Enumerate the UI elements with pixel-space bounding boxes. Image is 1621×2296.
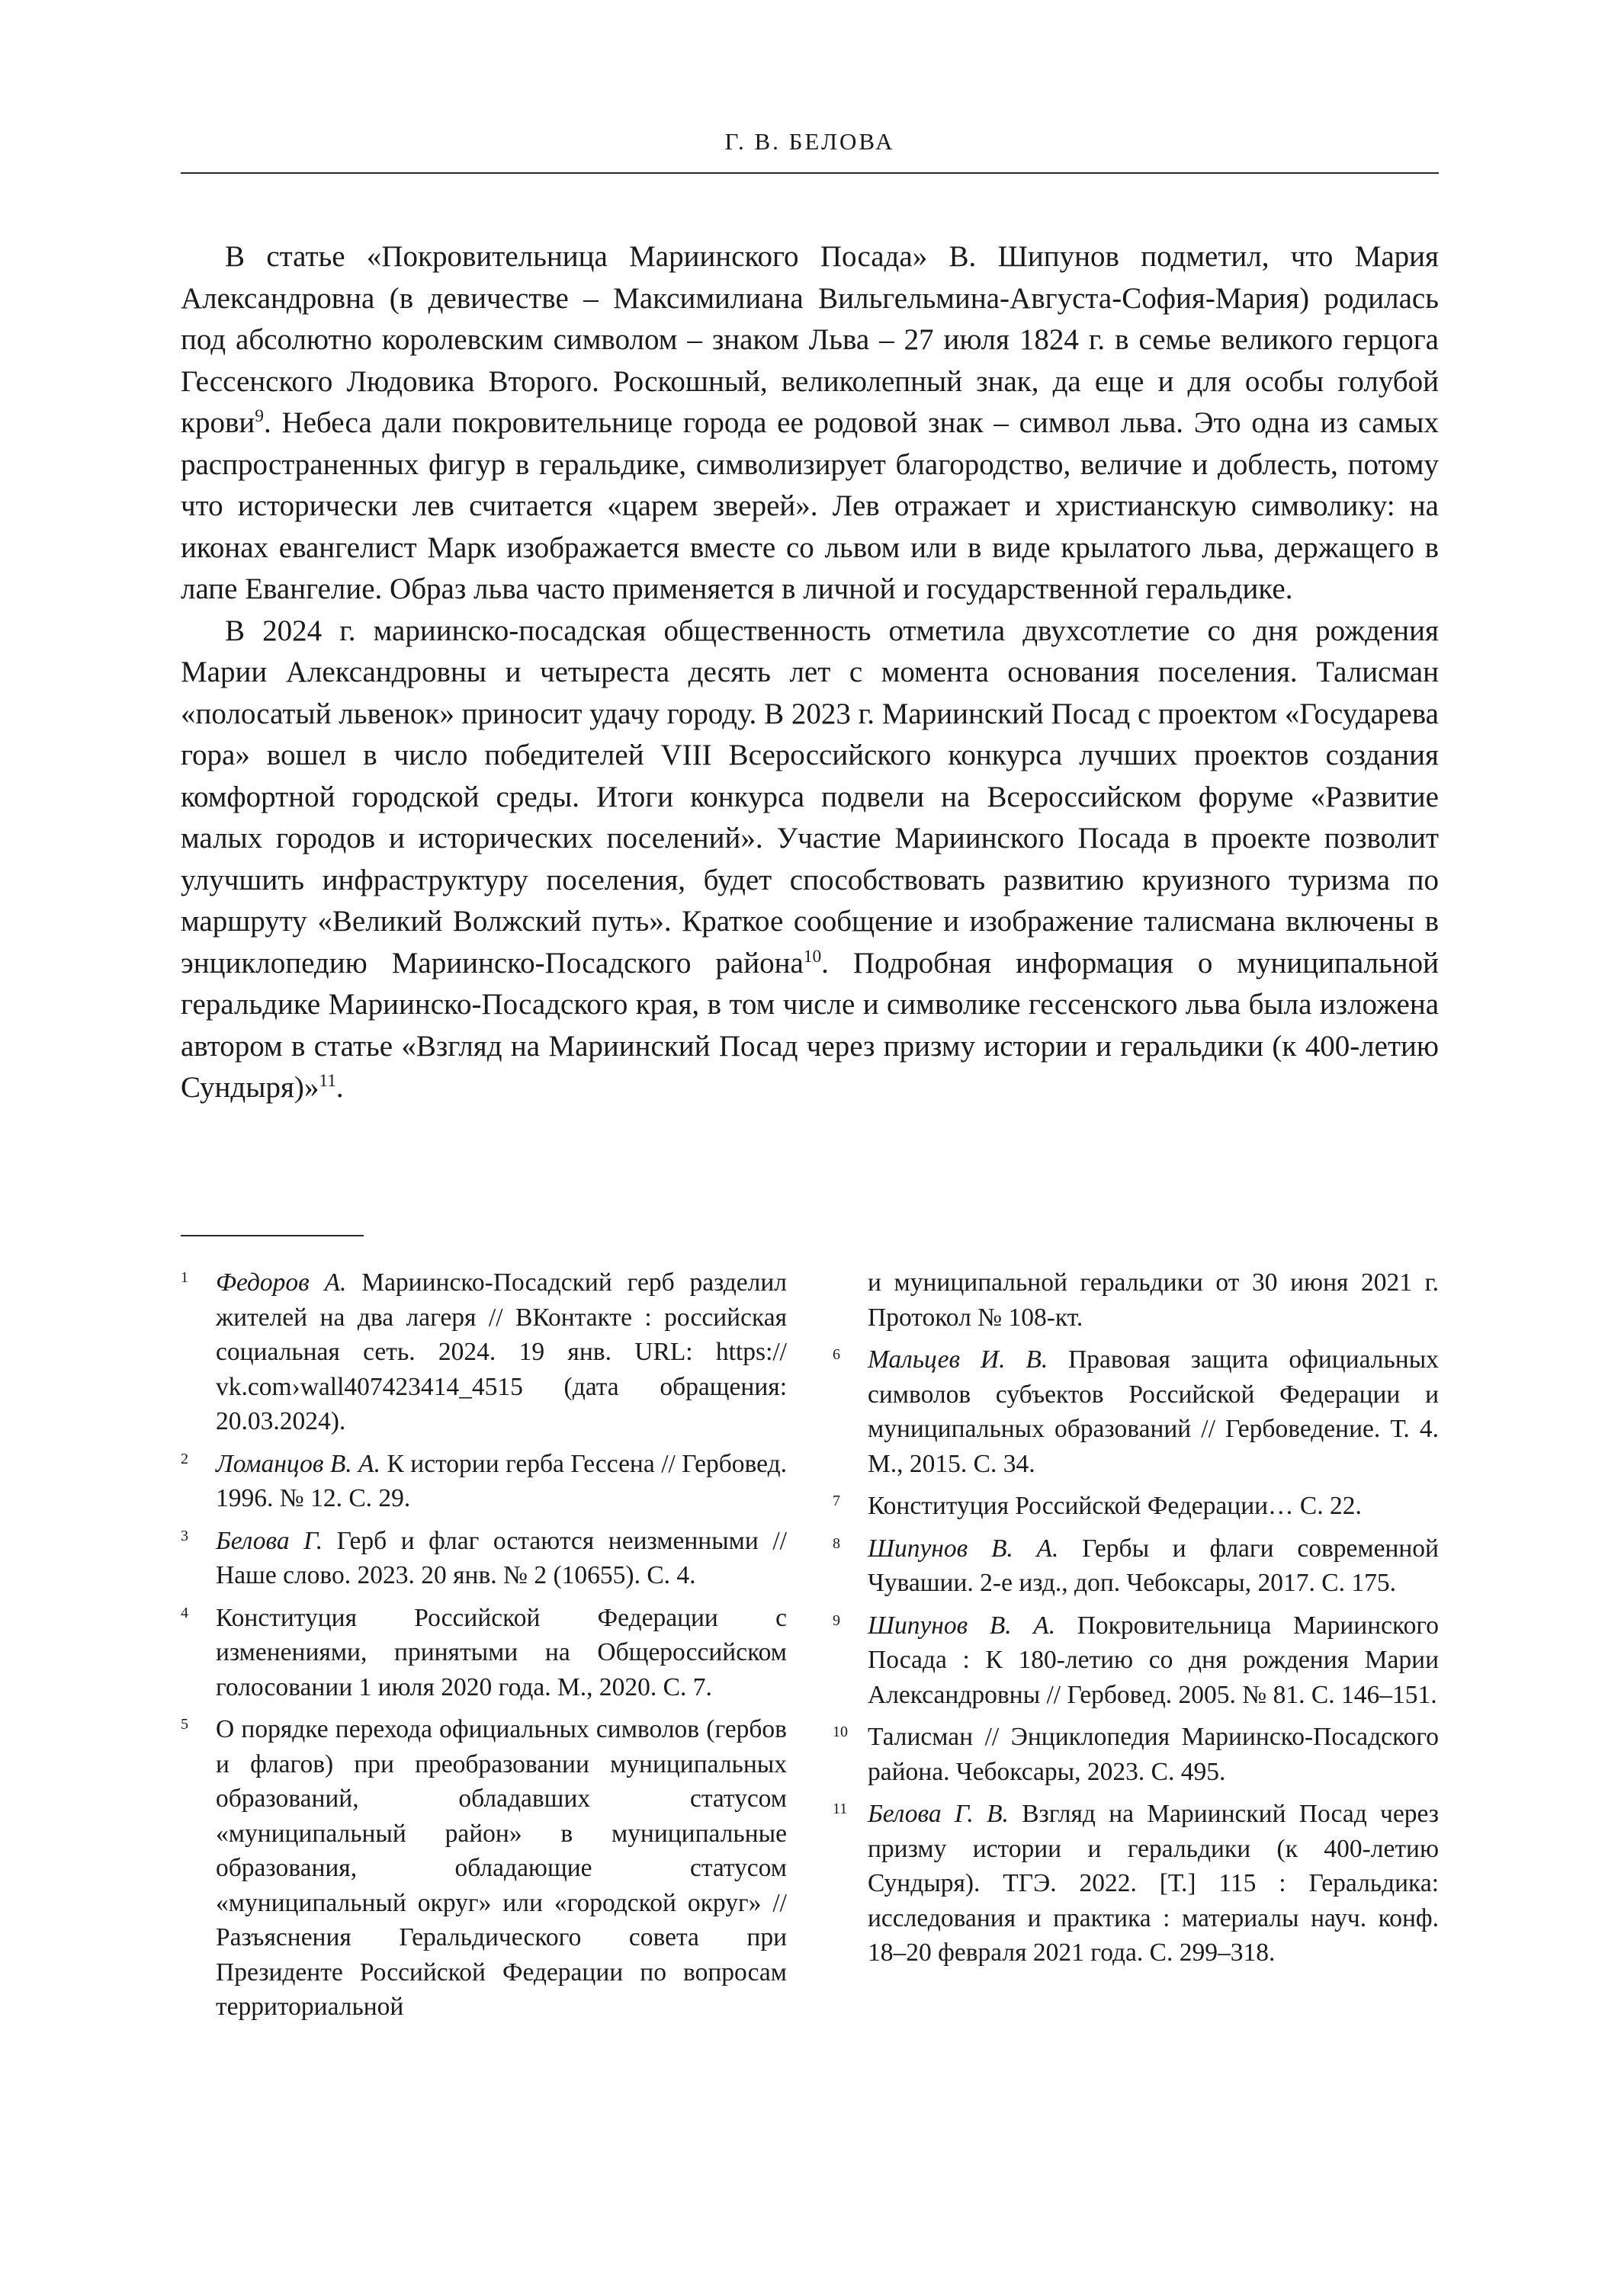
main-text <box>181 236 1439 1109</box>
footnote-text: Правовая защита официальных символов субъектов Российской Федерации и муниципальных образований // Гербоведение. Т. 4. М., 2015. С. 34. <box>868 1345 1439 1478</box>
footnote-author: Белова Г. В. <box>868 1800 1009 1828</box>
footnote-number: 4 <box>181 1604 188 1621</box>
footnote-number: 1 <box>181 1269 188 1286</box>
footnote-number: 8 <box>833 1534 840 1552</box>
footnote-ref[interactable]: 11 <box>319 1071 336 1091</box>
footnote <box>181 1712 787 2025</box>
footnote-number: 10 <box>833 1724 848 1740</box>
paragraph <box>181 236 1439 611</box>
footnote-author: Белова Г. <box>216 1526 323 1555</box>
footnote-number: 11 <box>833 1801 848 1817</box>
footnotes-column-left <box>181 1265 787 2032</box>
footnote-text: Конституция Российской Федерации… С. 22. <box>868 1492 1362 1520</box>
footnote <box>833 1489 1439 1524</box>
footnote-text: Герб и флаг остаются неизменными // Наше слово. 2023. 20 янв. № 2 (10655). С. 4. <box>216 1526 787 1589</box>
paragraph-text: . <box>335 1071 344 1104</box>
footnote-text: Талисман // Энциклопедия Мариинско-Посадского района. Чебоксары, 2023. С. 495. <box>868 1723 1439 1786</box>
footnote-text: Покровительница Мариинского Посада : К 180-летию со дня рождения Марии Александровны // Гербовед. 2005. № 81. С. 146–151. <box>868 1611 1439 1709</box>
footnote-text: Мариинско-Посадский герб разделил жителей на два лагеря // ВКонтакте : российская социальная сеть. 2024. 19 янв. URL: https:// vk.com›wall407423414_4515 (дата обращения: 20.03.2024). <box>216 1268 787 1435</box>
footnote-text: и муниципальной геральдики от 30 июня 2021 г. Протокол № 108-кт. <box>868 1268 1439 1332</box>
running-header: Г. В. БЕЛОВА <box>724 128 895 155</box>
footnote <box>833 1531 1439 1601</box>
footnote-ref[interactable]: 10 <box>803 946 822 967</box>
footnote-text: Конституция Российской Федерации с изменениями, принятыми на Общероссийском голосовании 1 июля 2020 года. М., 2020. С. 7. <box>216 1603 787 1701</box>
paragraph-text: . Подробная информация о муниципальной геральдике Мариинско-Посадского края, в том числе и символике гессенского льва была изложена автором в статье «Взгляд на Мариинский Посад через призму истории и геральдики (к 400-летию Сундыря)» <box>181 946 1439 1104</box>
paragraph <box>181 611 1439 1109</box>
footnote-number: 9 <box>833 1611 840 1629</box>
footnote-text: О порядке перехода официальных символов (гербов и флагов) при преобразовании муниципальных образований, обладавших статусом «муниципальный район» в муниципальные образования, обладающие статусом «муниципальный округ» или «городской округ» // Разъяснения Геральдического совета при Президенте Российской Федерации по вопросам территориальной <box>216 1715 787 2021</box>
footnote <box>833 1342 1439 1481</box>
footnote-author: Шипунов В. А. <box>868 1611 1056 1640</box>
footnote-number: 6 <box>833 1346 840 1363</box>
footnote-separator <box>181 1235 364 1236</box>
footnote-number: 2 <box>181 1450 188 1467</box>
paragraph-text: В 2024 г. мариинско-посадская общественность отметила двухсотлетие со дня рождения Марии Александровны и четыреста десять лет с момента основания поселения. Талисман «полосатый львенок» приносит удачу городу. В 2023 г. Мариинский Посад с проектом «Государева гора» вошел в число победителей VIII Всероссийского конкурса лучших проектов создания комфортной городской среды. Итоги конкурса подвели на Всероссийском форуме «Развитие малых городов и исторических поселений». Участие Мариинского Посада в проекте позволит улучшить инфраструктуру поселения, будет способствовать развитию круизного туризма по маршруту «Великий Волжский путь». Краткое сообщение и изображение талисмана включены в энциклопедию Мариинско-Посадского района <box>181 614 1439 980</box>
footnote-ref[interactable]: 9 <box>255 406 264 426</box>
footnote-text: Взгляд на Мариинский Посад через призму истории и геральдики (к 400-летию Сундыря). ТГЭ. 2022. [Т.] 115 : Геральдика: исследования и практика : материалы науч. конф. 18–20 февраля 2021 года. С. 299–318. <box>868 1800 1440 1967</box>
paragraph-text: В статье «Покровительница Мариинского Посада» В. Шипунов подметил, что Мария Александровна (в девичестве – Максимилиана Вильгельмина-Августа-София-Мария) родилась под абсолютно королевским символом – знаком Льва – 27 июля 1824 г. в семье великого герцога Гессенского Людовика Второго. Роскошный, великолепный знак, да еще и для особы голубой крови <box>181 240 1439 439</box>
footnote-text: К истории герба Гессена // Гербовед. 1996. № 12. С. 29. <box>216 1449 787 1512</box>
footnote <box>833 1720 1439 1789</box>
footnote-number: 3 <box>181 1527 188 1544</box>
footnotes-column-right <box>833 1265 1439 1978</box>
footnote-number: 5 <box>181 1716 188 1733</box>
footnote-author: Федоров А. <box>216 1268 347 1297</box>
footnote <box>833 1608 1439 1713</box>
footnote <box>833 1797 1439 1971</box>
paragraph-text: . Небеса дали покровительнице города ее родовой знак – символ льва. Это одна из самых распространенных фигур в геральдике, символизирует благородство, величие и доблесть, потому что исторически лев считается «царем зверей». Лев отражает и христианскую символику: на иконах евангелист Марк изображается вместе со львом или в виде крылатого льва, держащего в лапе Евангелие. Образ льва часто применяется в личной и государственной геральдике. <box>181 406 1439 605</box>
footnote-continuation <box>833 1265 1439 1335</box>
footnote <box>181 1447 787 1516</box>
footnote <box>181 1265 787 1439</box>
footnote-author: Ломанцов В. А. <box>216 1449 380 1478</box>
footnote <box>181 1524 787 1593</box>
header-rule <box>181 172 1439 174</box>
footnote <box>181 1601 787 1705</box>
footnote-author: Шипунов В. А. <box>868 1534 1059 1563</box>
footnotes <box>181 1265 1439 2028</box>
footnote-author: Мальцев И. В. <box>868 1345 1048 1374</box>
footnote-text: Гербы и флаги современной Чувашии. 2-е изд., доп. Чебоксары, 2017. С. 175. <box>868 1534 1439 1597</box>
footnote-number: 7 <box>833 1493 840 1509</box>
